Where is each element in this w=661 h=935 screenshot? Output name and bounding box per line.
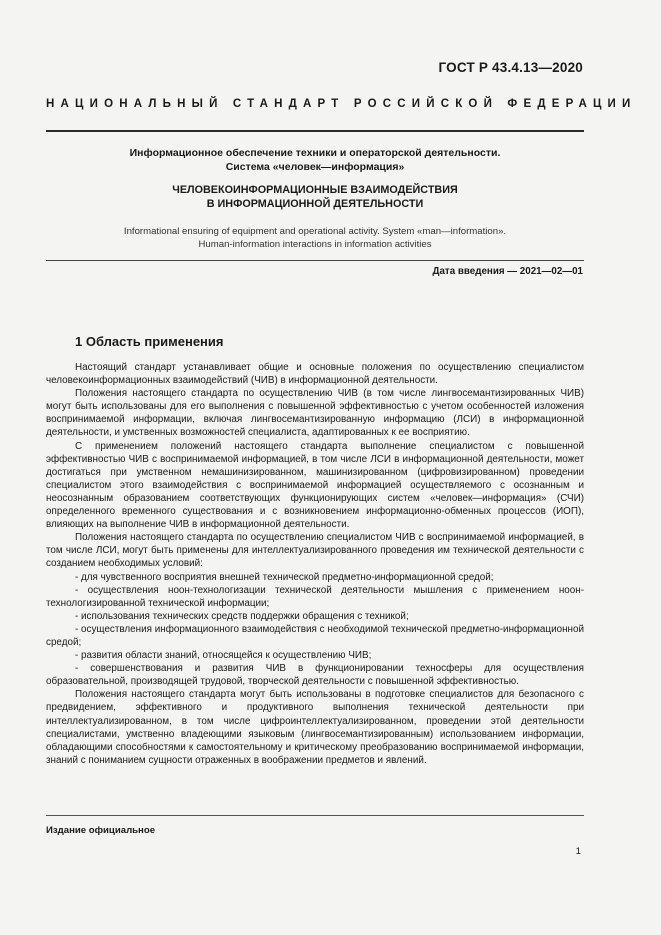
paragraph: С применением положений настоящего стандарта выполнение специалистом с повышенной эффективностью ЧИВ с воспринимаемой информацией, в том числе ЛСИ в информационной деятельности, может достигаться при умственном немашинизированном, машинизированном (цифровизированном) проведении специалистом этого взаимодействия с воспринимаемой информацией осуществляемого с осознанным и неосознанным образованием соответствующих функционирующих систем «человек—информация» (СЧИ) определенного временного существования и с возникновением информационно-обменных процессов (ИОП), влияющих на выполнение ЧИВ в информационной деятельности. (46, 440, 584, 531)
title-english-line-2: Human-information interactions in information activities (198, 239, 432, 250)
title-main-line-1: ЧЕЛОВЕКОИНФОРМАЦИОННЫЕ ВЗАИМОДЕЙСТВИЯ (172, 184, 458, 196)
paragraph: Настоящий стандарт устанавливает общие и основные положения по осуществлению специалистом человекоинформационных взаимодействий (ЧИВ) в информационной деятельности. (46, 362, 584, 387)
paragraph: Положения настоящего стандарта могут быть использованы в подготовке специалистов для безопасного с предвидением, эффективного и продуктивного выполнения технической деятельности при интеллектуализированном, в том числе цифроинтеллектуализированном, проведении этой деятельности специалистами, умственно владеющими языковым (лингвосемантизированным) использованием информации, обладающими способностями к самостоятельному и критическому преобразованию воспринимаемой информации, знаний с пониманием сущности отраженных в воображении предметов и явлений. (46, 689, 584, 766)
list-item: - развития области знаний, относящейся к осуществлению ЧИВ; (75, 650, 372, 662)
section-body (46, 361, 584, 767)
title-english (46, 225, 584, 251)
title-main (46, 183, 584, 211)
title-russian-line-2: Система «человек—информация» (225, 161, 405, 173)
intro-date: Дата введения — 2021—02—01 (432, 266, 583, 277)
gost-id: ГОСТ Р 43.4.13—2020 (438, 60, 583, 75)
paragraph: Положения настоящего стандарта по осуществлению ЧИВ (в том числе лингвосемантизированных ЧИВ) могут быть использованы для его выполнения с повышенной эффективностью с учетом особенностей изложения воспринимаемой информации, включая лингвосемантизированную информацию (ЛСИ) в информационной деятельности, и умственных возможностей специалиста, адаптированных к ее восприятию. (46, 388, 584, 439)
list-item: - использования технических средств поддержки обращения с техникой; (75, 610, 409, 622)
title-divider (46, 260, 584, 261)
header-divider (46, 130, 584, 132)
list-item: - осуществления ноон-технологизации технической деятельности мышления с применением ноон-технологизированной технической информации; (46, 584, 584, 609)
page-number: 1 (575, 846, 581, 857)
list-item: - осуществления информационного взаимодействия с необходимой технической предметно-информационной средой; (46, 623, 584, 648)
national-standard-header: НАЦИОНАЛЬНЫЙ СТАНДАРТ РОССИЙСКОЙ ФЕДЕРАЦИИ (46, 98, 637, 110)
title-russian-line-1: Информационное обеспечение техники и операторской деятельности. (129, 147, 501, 159)
edition-label: Издание официальное (46, 825, 156, 836)
section-title: 1 Область применения (75, 334, 224, 349)
title-english-line-1: Informational ensuring of equipment and operational activity. System «man—information». (123, 226, 507, 237)
list-item: - для чувственного восприятия внешней технической предметно-информационной средой; (75, 571, 494, 583)
paragraph: Положения настоящего стандарта по осуществлению специалистом ЧИВ с воспринимаемой информацией, в том числе ЛСИ, могут быть применены для интеллектуализированного проведения им технической деятельности с созданием необходимых условий: (46, 532, 584, 570)
title-main-line-2: В ИНФОРМАЦИОННОЙ ДЕЯТЕЛЬНОСТИ (206, 198, 424, 210)
title-russian (46, 146, 584, 174)
list-item: - совершенствования и развития ЧИВ в функционировании техносферы для осуществления образовательной, производящей трудовой, творческой деятельности с повышенной эффективностью. (46, 663, 584, 688)
footer-divider (46, 815, 584, 816)
